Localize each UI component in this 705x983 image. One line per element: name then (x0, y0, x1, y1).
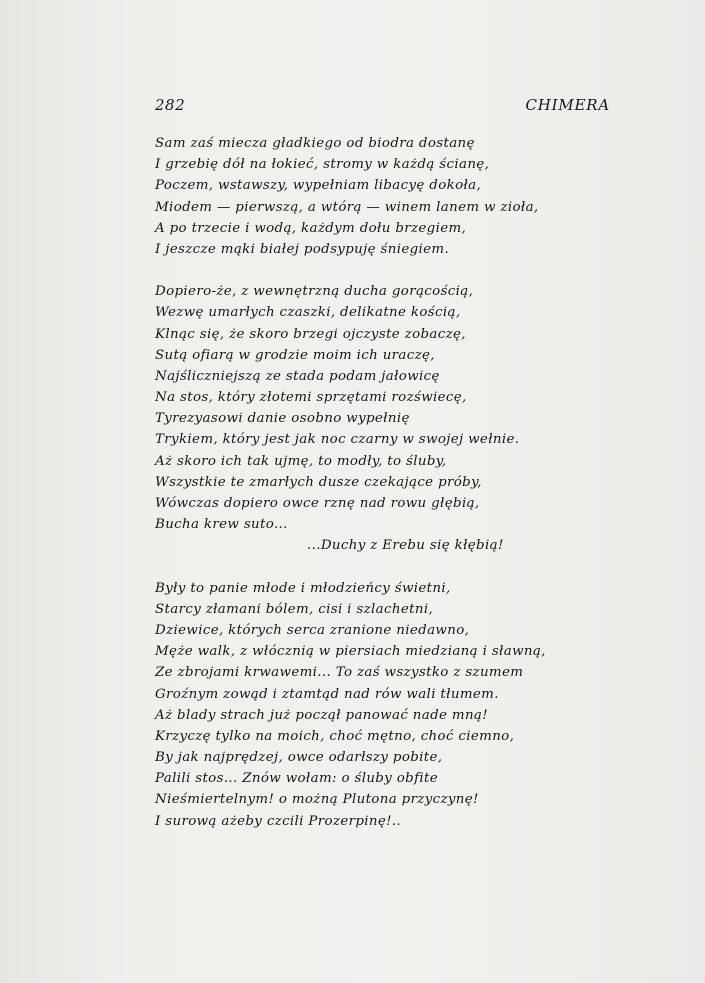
verse-line: Aż skoro ich tak ujmę, to modły, to śluby, (155, 453, 447, 469)
verse-line: Wszystkie te zmarłych dusze czekające próby, (155, 474, 482, 490)
verse-line: Miodem — pierwszą, a wtórą — winem lanem w zioła, (155, 199, 539, 215)
verse-line: Bucha krew suto... (155, 517, 288, 533)
verse-line: Trykiem, który jest jak noc czarny w swojej wełnie. (155, 432, 520, 448)
verse-line: I jeszcze mąki białej podsypuję śniegiem. (155, 241, 450, 257)
verse-line: Starcy złamani bólem, cisi i szlachetni, (155, 601, 434, 617)
verse-line: Nieśmiertelnym! o możną Plutona przyczynę! (155, 792, 479, 808)
verse-line: I grzebię dół na łokieć, stromy w każdą ścianę, (155, 157, 490, 173)
page-number: 282 (155, 96, 186, 114)
verse-line: Wezwę umarłych czaszki, delikatne kością, (155, 305, 461, 321)
verse-line: A po trzecie i wodą, każdym dołu brzegiem, (155, 220, 467, 236)
verse-line: Na stos, który złotemi sprzętami rozświecę, (155, 390, 467, 406)
verse-line: Tyrezyasowi danie osobno wypełnię (155, 411, 410, 427)
verse-line: Były to panie młode i młodzieńcy świetni, (155, 580, 451, 596)
verse-line: Aż blady strach już począł panować nade mną! (155, 707, 488, 723)
stanza-1 (155, 133, 625, 260)
running-head (155, 96, 610, 118)
verse-line: Groźnym zowąd i ztamtąd nad rów wali tłumem. (155, 686, 499, 702)
verse-line: Klnąc się, że skoro brzegi ojczyste zobaczę, (155, 326, 466, 342)
verse-line: Dopiero-że, z wewnętrzną ducha gorącością, (155, 284, 474, 300)
verse-line: Sutą ofiarą w grodzie moim ich uraczę, (155, 347, 435, 363)
verse-line: Poczem, wstawszy, wypełniam libacyę dokoła, (155, 178, 482, 194)
verse-line: Ze zbrojami krwawemi... To zaś wszystko z szumem (155, 665, 524, 681)
verse-line: By jak najprędzej, owce odarłszy pobite, (155, 750, 443, 766)
verse-line: Męże walk, z włócznią w piersiach miedzianą i sławną, (155, 644, 546, 660)
verse-line: I surową ażeby czcili Prozerpinę!.. (155, 813, 402, 829)
stanza-break (155, 260, 625, 281)
verse-line: Dziewice, których serca zranione niedawno, (155, 622, 470, 638)
verse-line: Krzyczę tylko na moich, choć mętno, choć ciemno, (155, 728, 515, 744)
stanza-3 (155, 578, 625, 832)
book-title: CHIMERA (525, 96, 610, 114)
verse-line-indented: ...Duchy z Erebu się kłębią! (307, 538, 504, 554)
verse-line: Palili stos... Znów wołam: o śluby obfite (155, 771, 439, 787)
poem-text (155, 133, 625, 832)
stanza-2 (155, 281, 625, 556)
verse-line: Najśliczniejszą ze stada podam jałowicę (155, 368, 440, 384)
verse-line: Wówczas dopiero owce rznę nad rowu głębią, (155, 496, 480, 511)
verse-line: Sam zaś miecza gładkiego od biodra dostanę (155, 136, 475, 151)
stanza-break (155, 557, 625, 578)
